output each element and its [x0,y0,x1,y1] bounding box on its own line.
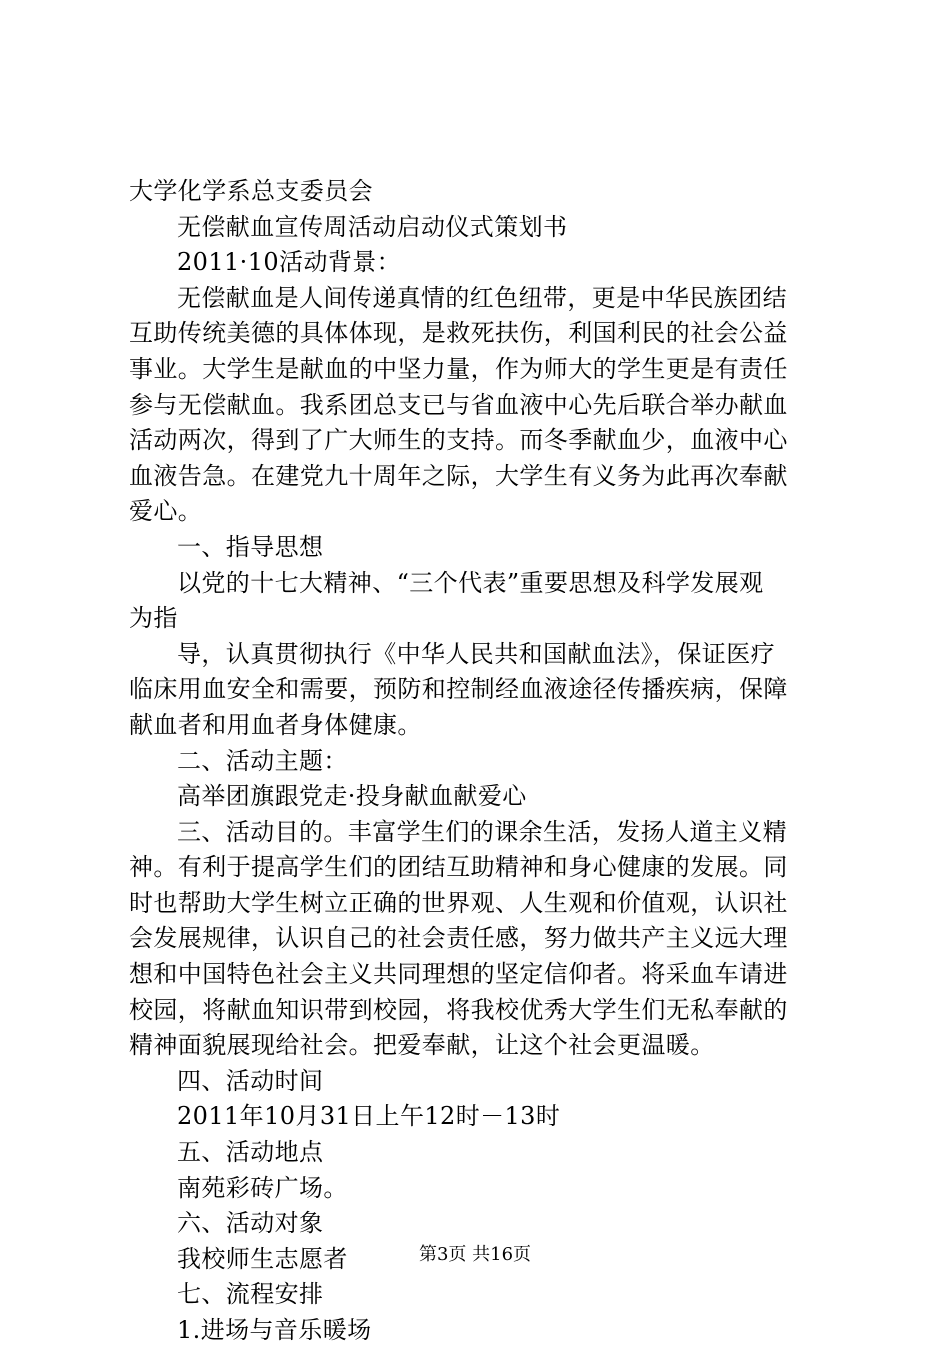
text-line: 想和中国特色社会主义共同理想的坚定信仰者。将采血车请进 [129,960,788,989]
text-line: 献血者和用血者身体健康。 [129,710,422,739]
text-line: 爱心。 [129,497,203,526]
text-line: 以党的十七大精神、“三个代表”重要思想及科学发展观 [177,568,764,597]
text-line: 无偿献血宣传周活动启动仪式策划书 [177,212,568,241]
text-line: 事业。大学生是献血的中坚力量，作为师大的学生更是有责任 [129,354,788,383]
text-line: 我校师生志愿者 [177,1244,348,1273]
text-line: 大学化学系总支委员会 [129,177,373,205]
text-line: 四、活动时间 [177,1066,324,1095]
text-line: 血液告急。在建党九十周年之际，大学生有义务为此再次奉献 [129,461,788,490]
document-body [129,174,831,1349]
text-line: 七、流程安排 [177,1280,324,1309]
text-line: 为指 [129,604,178,633]
text-line: 五、活动地点 [177,1138,324,1167]
text-line: 六、活动对象 [177,1209,324,1238]
text-line: 校园，将献血知识带到校园，将我校优秀大学生们无私奉献的 [129,995,788,1024]
text-line: 无偿献血是人间传递真情的红色纽带，更是中华民族团结 [177,283,787,312]
text-line: 南苑彩砖广场。 [177,1173,348,1202]
text-line: 二、活动主题： [177,746,348,775]
text-line: 三、活动目的。丰富学生们的课余生活，发扬人道主义精 [177,817,787,846]
text-line: 临床用血安全和需要，预防和控制经血液途径传播疾病，保障 [129,675,788,704]
text-line: 参与无偿献血。我系团总支已与省血液中心先后联合举办献血 [129,390,788,419]
text-line: 2011年10月31日上午12时－13时 [177,1102,561,1131]
text-line: 活动两次，得到了广大师生的支持。而冬季献血少，血液中心 [129,426,788,455]
text-line: 精神面貌展现给社会。把爱奉献，让这个社会更温暖。 [129,1031,715,1060]
text-line: 1.进场与音乐暖场 [177,1316,372,1344]
text-line: 时也帮助大学生树立正确的世界观、人生观和价值观，认识社 [129,888,788,917]
page-number: 第3页 共16页 [418,1244,532,1265]
page-footer [0,1243,950,1267]
text-line: 会发展规律，认识自己的社会责任感，努力做共产主义远大理 [129,924,788,953]
text-line: 互助传统美德的具体体现，是救死扶伤，利国利民的社会公益 [129,319,788,348]
text-line: 神。有利于提高学生们的团结互助精神和身心健康的发展。同 [129,853,788,882]
text-line: 导，认真贯彻执行《中华人民共和国献血法》，保证医疗 [177,639,775,668]
text-line: 一、指导思想 [177,532,324,561]
text-line: 2011·10活动背景： [177,248,402,277]
text-line: 高举团旗跟党走·投身献血献爱心 [177,782,527,811]
